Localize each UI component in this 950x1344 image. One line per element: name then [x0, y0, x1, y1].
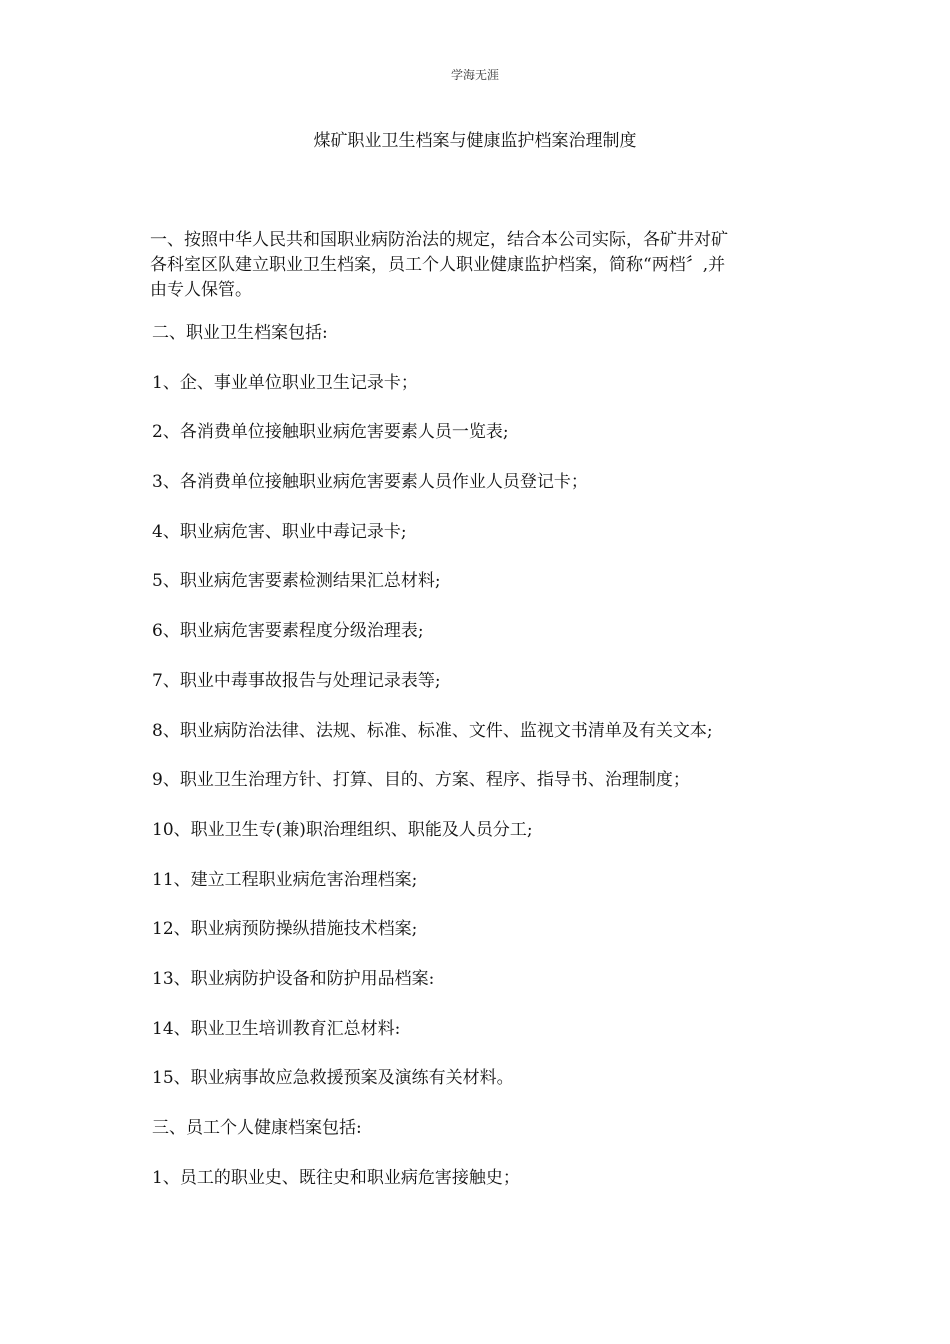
list-item: 4、职业病危害、职业中毒记录卡; [152, 521, 407, 542]
list-item: 5、职业病危害要素检测结果汇总材料; [152, 571, 441, 592]
list-item: 1、员工的职业史、既往史和职业病危害接触史； [152, 1167, 520, 1188]
list-item: 3、各消费单位接触职业病危害要素人员作业人员登记卡； [152, 472, 588, 493]
list-item: 10、职业卫生专(兼)职治理组织、职能及人员分工; [152, 819, 533, 840]
list-item: 2、各消费单位接触职业病危害要素人员一览表; [152, 422, 509, 443]
intro-line: 各科室区队建立职业卫生档案，员工个人职业健康监护档案，简称“两档〞,并 [150, 255, 726, 275]
list-item: 9、职业卫生治理方针、打算、目的、方案、程序、指导书、治理制度； [152, 770, 690, 791]
list-item: 15、职业病事故应急救援预案及演练有关材料。 [152, 1068, 514, 1089]
page-header: 学海无涯 [450, 68, 499, 82]
intro-line: 一、按照中华人民共和国职业病防治法的规定，结合本公司实际，各矿井对矿 [150, 230, 728, 250]
list-item: 6、职业病危害要素程度分级治理表; [152, 621, 424, 642]
list-item: 7、职业中毒事故报告与处理记录表等; [152, 670, 441, 691]
section-heading: 三、员工个人健康档案包括: [152, 1118, 362, 1138]
content-list [152, 321, 832, 1215]
section-heading: 二、职业卫生档案包括: [152, 323, 328, 343]
list-item: 13、职业病防护设备和防护用品档案: [152, 968, 435, 989]
list-item: 8、职业病防治法律、法规、标准、标准、文件、监视文书清单及有关文本; [152, 720, 713, 741]
list-item: 14、职业卫生培训教育汇总材料: [152, 1018, 401, 1039]
list-item: 11、建立工程职业病危害治理档案; [152, 869, 418, 890]
intro-line: 由专人保管。 [150, 280, 252, 300]
list-item: 12、职业病预防操纵措施技术档案; [152, 919, 418, 940]
list-item: 1、企、事业单位职业卫生记录卡； [152, 372, 418, 393]
intro-paragraph [150, 228, 805, 303]
document-title: 煤矿职业卫生档案与健康监护档案治理制度 [313, 131, 637, 151]
